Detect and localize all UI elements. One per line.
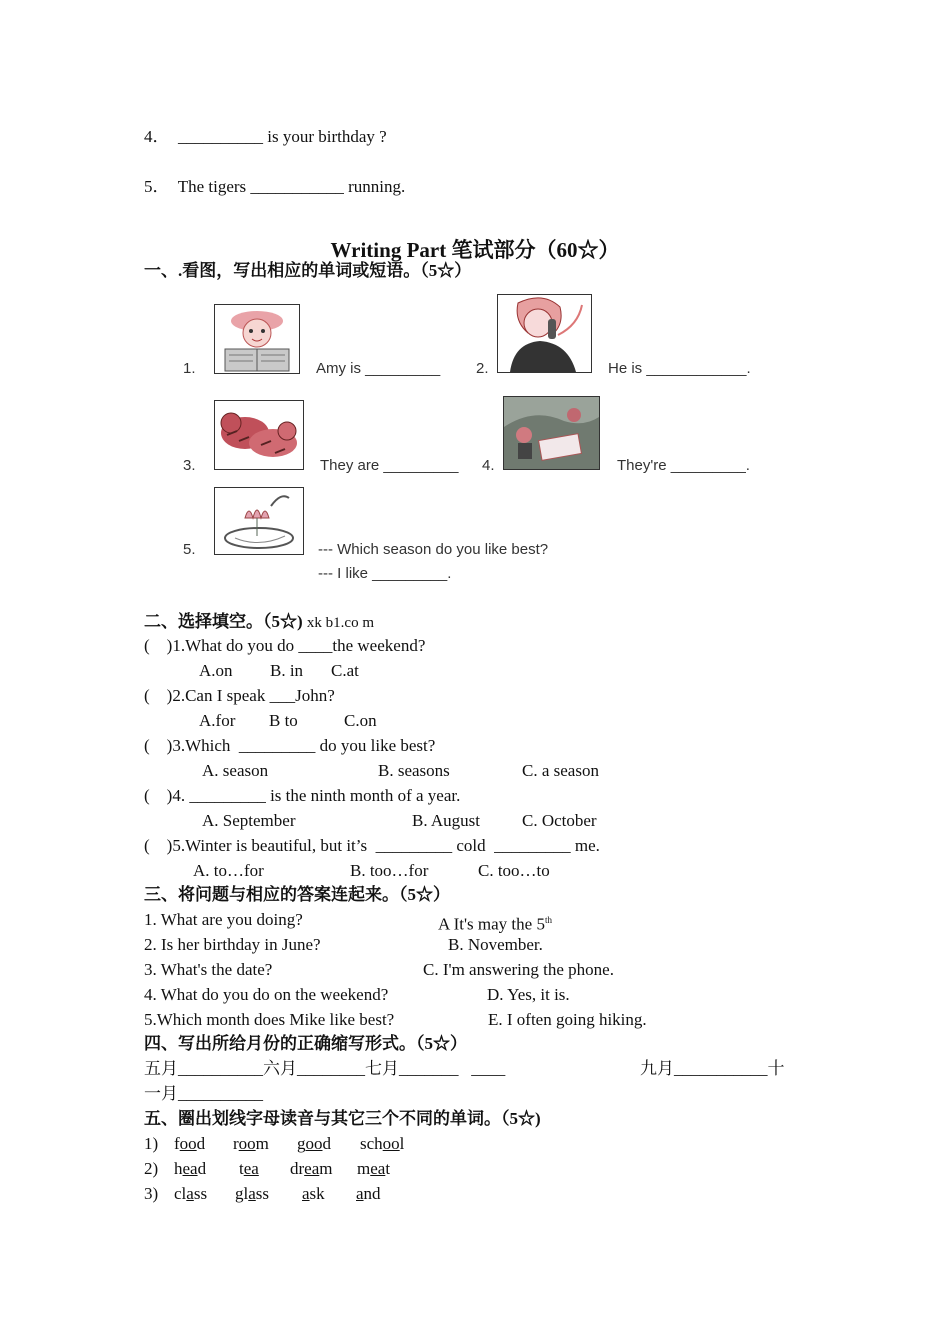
- match-q3: 3. What's the date?: [144, 960, 273, 979]
- choice-q4-a: A. September: [202, 811, 296, 830]
- match-answer-c: C. I'm answering the phone.: [423, 960, 614, 979]
- phonics-word: good: [297, 1134, 331, 1153]
- lotus-icon: [214, 487, 304, 555]
- phonics-word: class: [174, 1184, 208, 1203]
- page-title: Writing Part 笔试部分（60☆）: [330, 238, 620, 262]
- picture3-number: 3.: [183, 457, 196, 474]
- phonics-word: glass: [235, 1184, 270, 1203]
- picture4-blank: They're _________.: [617, 457, 750, 474]
- choice-q4-b: B. August: [412, 811, 481, 830]
- choice-q3: ( )3.Which _________ do you like best?: [144, 736, 436, 755]
- phonics-word: school: [360, 1134, 405, 1153]
- match-answer-a-sup: th: [544, 915, 552, 925]
- girl-reading-icon: [214, 304, 300, 374]
- choice-q2-b: B to: [269, 711, 298, 730]
- picture5-question: --- Which season do you like best?: [318, 541, 549, 558]
- section2-heading: 二、选择填空。（5☆): [144, 612, 303, 631]
- choice-q1: ( )1.What do you do ____the weekend?: [144, 636, 426, 655]
- picture3-blank: They are _________: [320, 457, 459, 474]
- choice-q2-a: A.for: [199, 711, 236, 730]
- choice-q5-b: B. too…for: [350, 861, 429, 880]
- choice-q3-a: A. season: [202, 761, 269, 780]
- choice-q3-c: C. a season: [522, 761, 599, 780]
- choice-q1-a: A.on: [199, 661, 233, 680]
- section1-heading: 一、.看图，写出相应的单词或短语。（5☆）: [144, 261, 472, 280]
- choice-q1-c: C.at: [331, 661, 359, 680]
- section2-note: xk b1.co m: [306, 615, 374, 631]
- tigers-icon: [214, 400, 304, 470]
- match-q5: 5.Which month does Mike like best?: [144, 1010, 395, 1029]
- match-answer-d: D. Yes, it is.: [487, 985, 570, 1004]
- phonics-row1-number: 1): [144, 1134, 159, 1153]
- picture5-answer: --- I like _________.: [318, 565, 452, 582]
- match-answer-a-line: [438, 910, 552, 935]
- choice-q2: ( )2.Can I speak ___John?: [144, 686, 335, 705]
- choice-q1-b: B. in: [270, 661, 304, 680]
- phonics-row3-number: 3): [144, 1184, 159, 1203]
- listening-q4: 4． __________ is your birthday ?: [144, 127, 387, 146]
- picture4-number: 4.: [482, 457, 495, 474]
- picture2-number: 2.: [476, 360, 489, 377]
- section4-heading: 四、写出所给月份的正确缩写形式。（5☆）: [144, 1034, 467, 1053]
- match-q1: 1. What are you doing?: [144, 910, 303, 929]
- phonics-word: head: [174, 1159, 207, 1178]
- phonics-word: meat: [357, 1159, 391, 1178]
- choice-q5: ( )5.Winter is beautiful, but it’s _________ cold _________ me.: [144, 836, 600, 855]
- match-answer-a: A It's may the 5: [438, 914, 545, 934]
- section2-heading-line: [144, 612, 374, 633]
- match-answer-b: B. November.: [448, 935, 543, 954]
- section3-heading: 三、将问题与相应的答案连起来。（5☆）: [144, 885, 450, 904]
- choice-q3-b: B. seasons: [378, 761, 450, 780]
- choice-q4: ( )4. _________ is the ninth month of a year.: [144, 786, 461, 805]
- listening-q5: 5． The tigers ___________ running.: [144, 177, 406, 196]
- phonics-word: ask: [302, 1184, 325, 1203]
- choice-q5-a: A. to…for: [193, 861, 264, 880]
- picture1-blank: Amy is _________: [316, 360, 441, 377]
- months-line2: 一月__________: [144, 1084, 263, 1103]
- phonics-word: food: [174, 1134, 206, 1153]
- choice-q5-c: C. too…to: [478, 861, 550, 880]
- match-answer-e: E. I often going hiking.: [488, 1010, 647, 1029]
- months-line1: 五月__________六月________七月_______ ____: [144, 1059, 506, 1078]
- section5-heading: 五、圈出划线字母读音与其它三个不同的单词。（5☆): [144, 1109, 541, 1128]
- match-q4: 4. What do you do on the weekend?: [144, 985, 389, 1004]
- choice-q4-c: C. October: [522, 811, 597, 830]
- picture5-number: 5.: [183, 541, 196, 558]
- choice-q2-c: C.on: [344, 711, 377, 730]
- months-line1-right: 九月___________十: [640, 1059, 785, 1078]
- phonics-word: tea: [239, 1159, 259, 1178]
- boy-phone-icon: [497, 294, 592, 373]
- picnic-icon: [503, 396, 600, 470]
- phonics-word: dream: [290, 1159, 333, 1178]
- picture2-blank: He is ____________.: [608, 360, 751, 377]
- picture1-number: 1.: [183, 360, 196, 377]
- phonics-row2-number: 2): [144, 1159, 159, 1178]
- match-q2: 2. Is her birthday in June?: [144, 935, 321, 954]
- phonics-word: and: [356, 1184, 381, 1203]
- phonics-word: room: [233, 1134, 269, 1153]
